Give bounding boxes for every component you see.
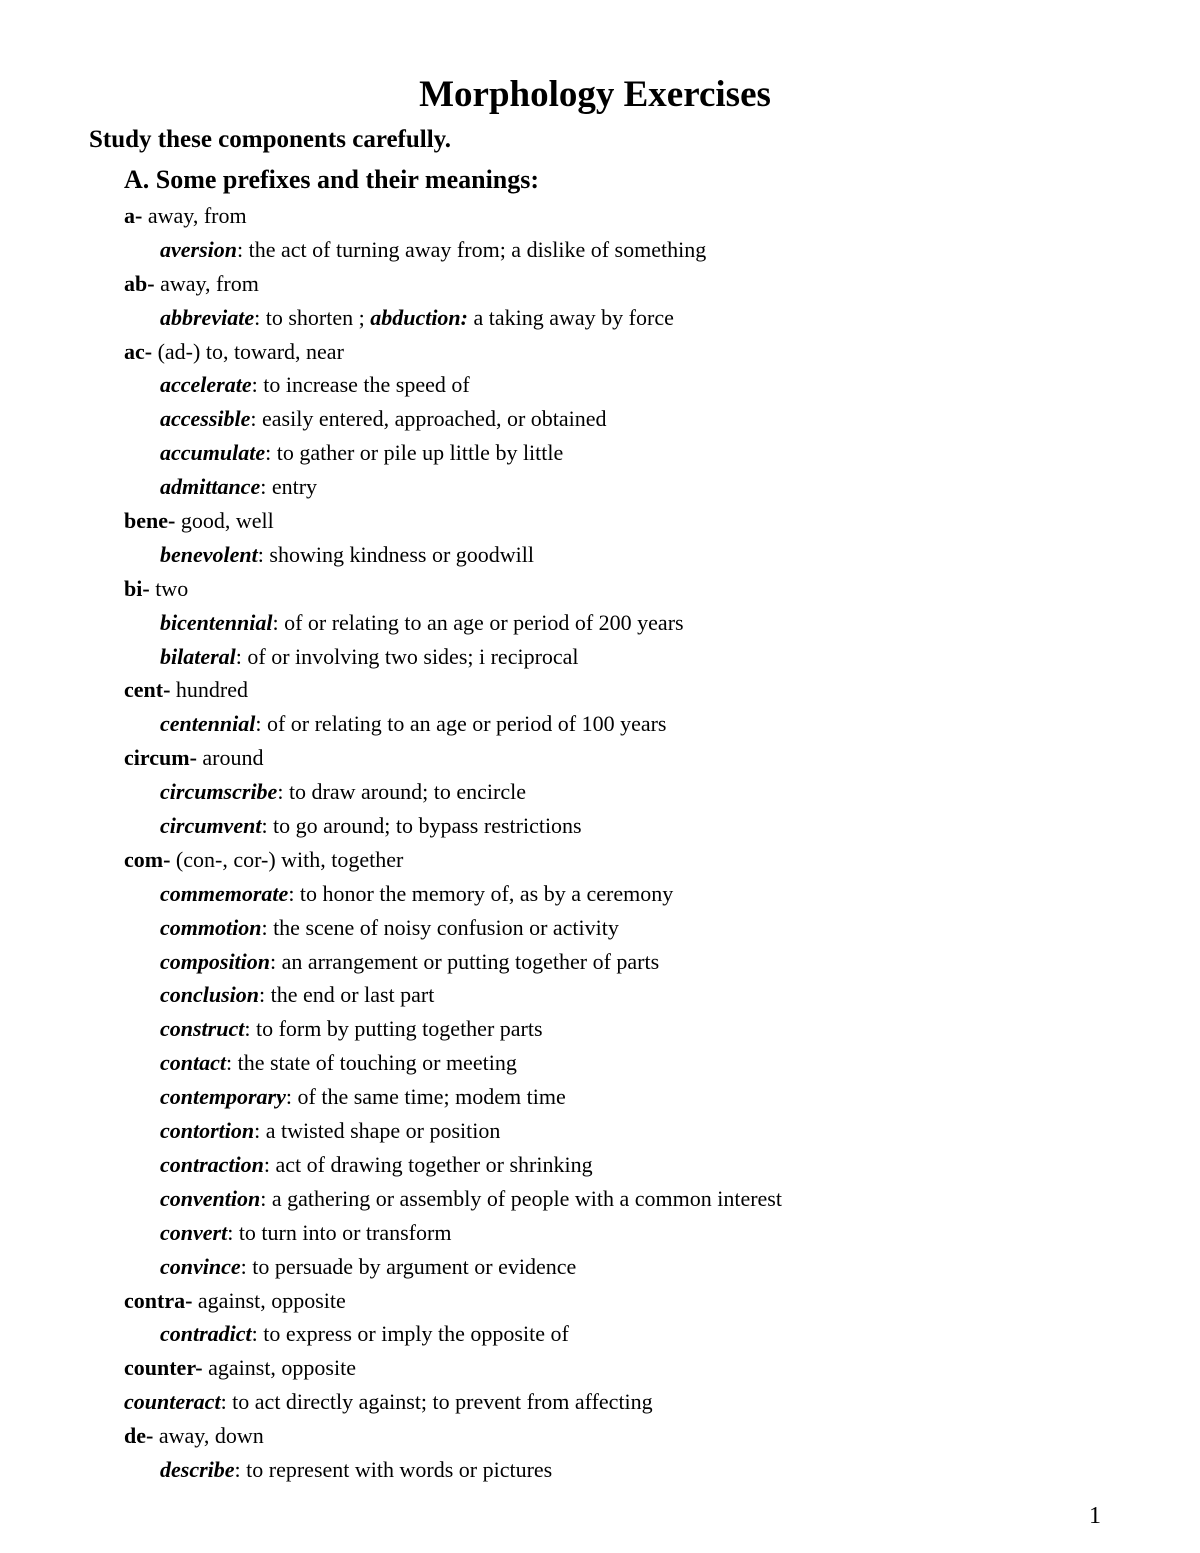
example-word: aversion [160, 236, 237, 262]
example-entry [0, 1453, 1200, 1487]
example-entry [0, 1148, 1200, 1182]
instructions-heading: Study these components carefully. [89, 126, 452, 153]
example-entry [0, 1080, 1200, 1114]
example-entry [0, 233, 1200, 267]
example-word: composition [160, 948, 271, 974]
example-definition: : to increase the speed of [251, 372, 470, 398]
prefix-meaning: (con-, cor-) with, together [170, 846, 404, 872]
prefix-entry [0, 572, 1200, 606]
example-definition: : entry [260, 474, 318, 500]
example-word: centennial [160, 711, 256, 737]
example-definition: : the end or last part [259, 982, 435, 1008]
example-entry [0, 1182, 1200, 1216]
prefix-entry [0, 1284, 1200, 1318]
prefix-entry [0, 741, 1200, 775]
example-word: accumulate [160, 440, 266, 466]
example-entry [0, 1216, 1200, 1250]
example-definition: : of the same time; modem time [285, 1084, 566, 1110]
prefix-meaning: away, from [142, 203, 247, 228]
prefix-term: a- [124, 203, 143, 228]
prefix-term: com- [124, 846, 171, 872]
example-definition: : to form by putting together parts [244, 1016, 543, 1042]
example-definition: : the scene of noisy confusion or activity [261, 914, 619, 940]
prefix-meaning: hundred [170, 677, 249, 703]
example-word: convert [160, 1219, 228, 1245]
example-definition: : to persuade by argument or evidence [240, 1253, 577, 1279]
prefix-meaning: (ad-) to, toward, near [152, 338, 344, 364]
example-definition: : to turn into or transform [227, 1219, 452, 1245]
example-entry [0, 1114, 1200, 1148]
example-entry [0, 1046, 1200, 1080]
example-entry [0, 538, 1200, 572]
example-definition: a taking away by force [468, 304, 674, 330]
section-heading: A. Some prefixes and their meanings: [124, 165, 540, 194]
example-definition: : to draw around; to encircle [277, 779, 526, 805]
prefix-entry [0, 335, 1200, 369]
example-definition: : to go around; to bypass restrictions [261, 813, 582, 839]
example-definition: : the act of turning away from; a dislike of something [237, 236, 707, 262]
prefix-entry [0, 199, 1200, 233]
example-entry [0, 368, 1200, 402]
example-word: describe [160, 1456, 235, 1482]
example-definition: : an arrangement or putting together of parts [270, 948, 660, 974]
example-word: admittance [160, 474, 261, 500]
example-definition: : act of drawing together or shrinking [263, 1151, 593, 1177]
example-word: commemorate [160, 880, 289, 906]
example-word: circumvent [160, 813, 262, 839]
prefix-term: ac- [124, 338, 153, 364]
example-entry [0, 978, 1200, 1012]
example-word: circumscribe [160, 779, 278, 805]
example-word: counteract [124, 1389, 221, 1415]
example-definition: : of or relating to an age or period of 200 years [272, 609, 684, 635]
example-word: conclusion [160, 982, 260, 1008]
example-entry [0, 640, 1200, 674]
example-entry [0, 707, 1200, 741]
example-entry [0, 402, 1200, 436]
example-word: accessible [160, 406, 251, 432]
prefix-meaning: away, from [154, 270, 259, 296]
example-definition: : to express or imply the opposite of [251, 1321, 569, 1347]
example-word: bilateral [160, 643, 236, 669]
prefix-term: bene- [124, 508, 176, 534]
prefix-meaning: around [196, 745, 264, 771]
example-definition: : to gather or pile up little by little [265, 440, 564, 466]
prefix-meaning: away, down [153, 1423, 264, 1449]
example-word: construct [160, 1016, 245, 1042]
prefix-list [0, 199, 1200, 1487]
prefix-term: ab- [124, 270, 155, 296]
prefix-term: bi- [124, 575, 150, 601]
example-entry [0, 436, 1200, 470]
example-entry [0, 606, 1200, 640]
prefix-term: circum- [124, 745, 197, 771]
example-word: benevolent [160, 541, 258, 567]
example-entry [0, 775, 1200, 809]
page-number: 1 [1089, 1503, 1101, 1529]
prefix-entry [0, 1419, 1200, 1453]
prefix-meaning: two [149, 575, 189, 601]
example-definition: : the state of touching or meeting [226, 1050, 517, 1076]
example-word: abduction: [370, 304, 468, 330]
example-word: contemporary [160, 1084, 286, 1110]
example-definition: : a twisted shape or position [254, 1118, 501, 1144]
example-entry [0, 1317, 1200, 1351]
example-definition: : a gathering or assembly of people with a common interest [260, 1185, 782, 1211]
example-word: convention [160, 1185, 261, 1211]
example-definition: : of or involving two sides; i reciprocal [235, 643, 579, 669]
page-title: Morphology Exercises [419, 74, 771, 115]
prefix-entry [0, 843, 1200, 877]
example-word: commotion [160, 914, 262, 940]
example-word: bicentennial [160, 609, 273, 635]
example-definition: : to represent with words or pictures [234, 1456, 553, 1482]
prefix-term: counter- [124, 1355, 203, 1381]
prefix-meaning: good, well [175, 508, 274, 534]
prefix-entry [0, 267, 1200, 301]
prefix-entry [0, 673, 1200, 707]
example-definition: : to shorten ; [254, 304, 371, 330]
prefix-term: contra- [124, 1287, 193, 1313]
example-entry [0, 1385, 1200, 1419]
example-definition: : showing kindness or goodwill [257, 541, 534, 567]
example-word: convince [160, 1253, 241, 1279]
prefix-meaning: against, opposite [202, 1355, 356, 1381]
example-definition: : to act directly against; to prevent from affecting [220, 1389, 653, 1415]
example-entry [0, 911, 1200, 945]
example-word: contraction [160, 1151, 264, 1177]
prefix-entry [0, 1351, 1200, 1385]
example-word: accelerate [160, 372, 252, 398]
example-word: contortion [160, 1118, 255, 1144]
example-entry [0, 1012, 1200, 1046]
example-definition: : of or relating to an age or period of 100 years [255, 711, 667, 737]
example-entry [0, 470, 1200, 504]
example-word: contradict [160, 1321, 252, 1347]
example-definition: : easily entered, approached, or obtained [250, 406, 607, 432]
example-entry [0, 877, 1200, 911]
prefix-meaning: against, opposite [192, 1287, 346, 1313]
example-entry [0, 301, 1200, 335]
example-entry [0, 809, 1200, 843]
example-word: abbreviate [160, 304, 255, 330]
example-word: contact [160, 1050, 226, 1076]
prefix-entry [0, 504, 1200, 538]
example-definition: : to honor the memory of, as by a ceremony [288, 880, 674, 906]
prefix-term: cent- [124, 677, 171, 703]
prefix-term: de- [124, 1423, 154, 1449]
example-entry [0, 945, 1200, 979]
example-entry [0, 1250, 1200, 1284]
